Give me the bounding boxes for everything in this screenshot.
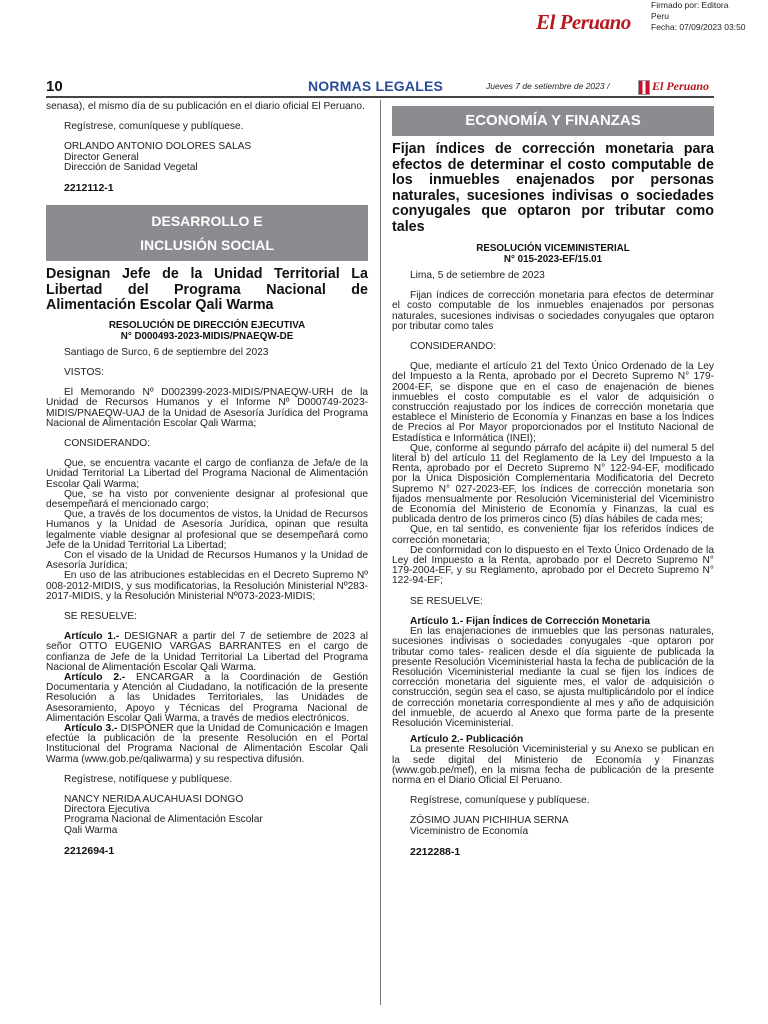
- article-text: ENCARGAR a la Coordinación de Gestión Documentaria y Atención al Ciudadano, la notificación de la presente Resolución a las Unidades Territoriales, las Unidades de Asesoramiento, Apoyo y Técnicas del Programa Nacional de Alimentación Escolar Qali Warma, a través de medios electrónicos.: [46, 672, 368, 724]
- publication-number: 2212694-1: [64, 844, 115, 857]
- article-text: En las enajenaciones de inmuebles que las personas naturales, sucesiones indivisas o sociedades conyugales -que optaron por tributar como tales- realicen desde el día siguiente de publicada la presente Resolución Viceministerial hasta la fecha de publicación de la Resolución Viceministerial mediante la cual se fijen los índices de corrección monetaria del siguiente mes, el valor de adquisición o construcción, según sea el caso, se ajusta multiplicándolo por el índice de corrección monetaria correspondiente al mes y año de adquisición del inmueble, de acuerdo al Anexo que forma parte de la presente Resolución Viceministerial.: [392, 626, 714, 729]
- paragraph: Que, a través de los documentos de vistos, la Unidad de Recursos Humanos y la Unidad de Asesoría Jurídica, opinan que resulta legalmente viable designar al profesional que se desempeñará como Jefe de la Unidad Territorial La Libertad;: [46, 509, 368, 551]
- paragraph: Fijan índices de corrección monetaria para efectos de determinar el costo computable de los inmuebles enajenados por personas naturales, sucesiones indivisas o sociedades conyugales que optaron por tributar como tales: [392, 290, 714, 332]
- resolution-number: N° 015-2023-EF/15.01: [503, 254, 603, 265]
- section-label: VISTOS:: [64, 366, 105, 378]
- header-rule: [46, 96, 714, 98]
- paragraph: En uso de las atribuciones establecidas en el Decreto Supremo Nº 008-2012-MIDIS, y sus modificatorias, la Resolución Ministerial Nº283-2017-MIDIS, y la Resolución Ministerial Nº073-2023-MIDIS;: [46, 570, 368, 602]
- paragraph: Que, se ha visto por conveniente designar al profesional que desempeñará el mencionado cargo;: [46, 488, 368, 510]
- signature-title: Director General: [64, 151, 139, 163]
- paragraph: senasa), el mismo día de su publicación en el diario oficial El Peruano.: [46, 101, 365, 112]
- signature-title: Programa Nacional de Alimentación Escolar: [64, 814, 263, 826]
- article-title: Fijan índices de corrección monetaria para efectos de determinar el costo computable de los inmuebles enajenados por personas naturales, sucesiones indivisas o sociedades conyugales que optaron por tributar como tales: [392, 141, 714, 235]
- signature-line: Fecha: 07/09/2023 03:50: [651, 22, 746, 32]
- signature-line: Peru: [651, 11, 669, 21]
- article-text: DISPONER que la Unidad de Comunicación e Imagen efectúe la publicación de la presente Resolución en el Portal Institucional del Programa Nacional de Alimentación Escolar Qali Warma (www.gob.pe/qaliwarma) y su respectiva difusión.: [46, 723, 368, 765]
- article-label: Artículo 1.- Fijan Índices de Corrección Monetaria: [410, 615, 651, 627]
- signature-name: ORLANDO ANTONIO DOLORES SALAS: [64, 141, 252, 153]
- paragraph: Que, se encuentra vacante el cargo de confianza de Jefa/e de la Unidad Territorial La Libertad del Programa Nacional de Alimentación Escolar Qali Warma;: [46, 458, 368, 490]
- banner-line: INCLUSIÓN SOCIAL: [140, 237, 274, 254]
- publication-number: 2212112-1: [64, 182, 114, 195]
- article-paragraph: [46, 724, 368, 765]
- page-header: [46, 78, 714, 98]
- place-date: Lima, 5 de setiembre de 2023: [410, 270, 545, 281]
- section-title: NORMAS LEGALES: [308, 78, 444, 94]
- banner-line: DESARROLLO E: [151, 213, 263, 230]
- article-paragraph: [46, 632, 368, 673]
- signature-name: ZÓSIMO JUAN PICHIHUA SERNA: [410, 815, 569, 827]
- signature-line: Firmado por: Editora: [651, 0, 729, 10]
- article-paragraph: [46, 673, 368, 724]
- digital-signature: [651, 0, 746, 33]
- paragraph: Que, en tal sentido, es conveniente fijar los referidos índices de corrección monetaria;: [392, 524, 714, 546]
- signature-name: NANCY NERIDA AUCAHUASI DONGO: [64, 794, 244, 806]
- section-label: CONSIDERANDO:: [64, 437, 151, 449]
- header-logo: El Peruano: [652, 79, 710, 93]
- resolution-number: N° D000493-2023-MIDIS/PNAEQW-DE: [120, 330, 294, 342]
- peru-flag-icon: [638, 80, 650, 95]
- signature-title: Dirección de Sanidad Vegetal: [64, 161, 198, 173]
- paragraph: Que, mediante el artículo 21 del Texto Único Ordenado de la Ley del Impuesto a la Renta, aprobado por el Decreto Supremo N° 179-2004-EF, se dispone que en el caso de enajenación de bienes inmuebles el costo computable es el valor de adquisición o construcción reajustado por los índices de corrección monetaria que establece el Ministerio de Economía y Finanzas en base a los Índices de Precios al Por Mayor proporcionados por el Instituto Nacional de Estadística e Informática (INEI);: [392, 361, 714, 444]
- place-date: Santiago de Surco, 6 de septiembre del 2023: [64, 346, 269, 358]
- resolution-header: [46, 320, 368, 342]
- section-label: SE RESUELVE:: [410, 595, 483, 607]
- article-text: DESIGNAR a partir del 7 de setiembre de 2023 al señor OTTO EUGENIO VARGAS BARRANTES en el cargo de confianza de Jefe de la Unidad Territorial La Libertad del Programa Nacional de Alimentación Escolar Qali Warma.: [46, 631, 368, 673]
- newspaper-logo: El Peruano: [536, 10, 631, 34]
- section-label: SE RESUELVE:: [64, 610, 137, 622]
- paragraph: Regístrese, comuníquese y publíquese.: [410, 795, 590, 807]
- paragraph: El Memorando Nº D002399-2023-MIDIS/PNAEQW-URH de la Unidad de Recursos Humanos y el Informe Nº D000749-2023-MIDIS/PNAEQW-UAJ de la Unidad de Asesoría Jurídica del Programa Nacional de Alimentación Escolar Qali Warma;: [46, 387, 368, 429]
- publication-number: 2212288-1: [410, 845, 461, 858]
- article-text: La presente Resolución Viceministerial y su Anexo se publican en la sede digital del Ministerio de Economía y Finanzas (www.gob.pe/mef), en la misma fecha de publicación de la presente norma en el Diario Oficial El Peruano.: [392, 744, 714, 786]
- issue-date: Jueves 7 de setiembre de 2023 /: [486, 81, 610, 91]
- article-title: Designan Jefe de la Unidad Territorial La Libertad del Programa Nacional de Alimentación Escolar Qali Warma: [46, 266, 368, 314]
- column-divider: [380, 100, 381, 1005]
- signature-title: Directora Ejecutiva: [64, 804, 150, 816]
- section-banner: ECONOMÍA Y FINANZAS: [392, 106, 714, 136]
- signature-title: Viceministro de Economía: [410, 825, 529, 837]
- section-banner: [46, 205, 368, 261]
- resolution-header: [392, 243, 714, 265]
- paragraph: Que, conforme al segundo párrafo del acápite ii) del numeral 5 del literal b) del artículo 11 del Reglamento de la Ley del Impuesto a la Renta, aprobado por el Decreto Supremo N° 122-94-EF, modificado por la Única Disposición Complementaria Modificatoria del Decreto Supremo N° 027-2023-EF, los índices de corrección monetaria son fijados mensualmente por Resolución Viceministerial del Viceministro de Economía del Ministerio de Economía y Finanzas, la cual es publicada dentro de los primeros cinco (5) días hábiles de cada mes;: [392, 442, 714, 526]
- article-label: Artículo 1.-: [64, 631, 120, 643]
- page-number: 10: [46, 78, 63, 95]
- paragraph: Regístrese, notifíquese y publíquese.: [64, 773, 233, 785]
- paragraph: Regístrese, comuníquese y publíquese.: [64, 121, 244, 133]
- article-label: Artículo 2.- Publicación: [410, 734, 524, 746]
- left-column: [46, 102, 368, 856]
- right-column: [392, 106, 714, 857]
- resolution-type: RESOLUCIÓN DE DIRECCIÓN EJECUTIVA: [108, 319, 306, 331]
- paragraph: De conformidad con lo dispuesto en el Texto Único Ordenado de la Ley del Impuesto a la Renta, aprobado por el Decreto Supremo N° 179-2004-EF, y su Reglamento, aprobado por el Decreto Supremo N° 122-94-EF;: [392, 544, 714, 587]
- signature-title: Qali Warma: [64, 824, 118, 836]
- resolution-type: RESOLUCIÓN VICEMINISTERIAL: [476, 243, 630, 254]
- article-label: Artículo 2.-: [64, 672, 126, 683]
- paragraph: Con el visado de la Unidad de Recursos Humanos y la Unidad de Asesoría Jurídica;: [46, 549, 368, 572]
- section-label: CONSIDERANDO:: [410, 341, 497, 353]
- article-label: Artículo 3.-: [64, 723, 118, 735]
